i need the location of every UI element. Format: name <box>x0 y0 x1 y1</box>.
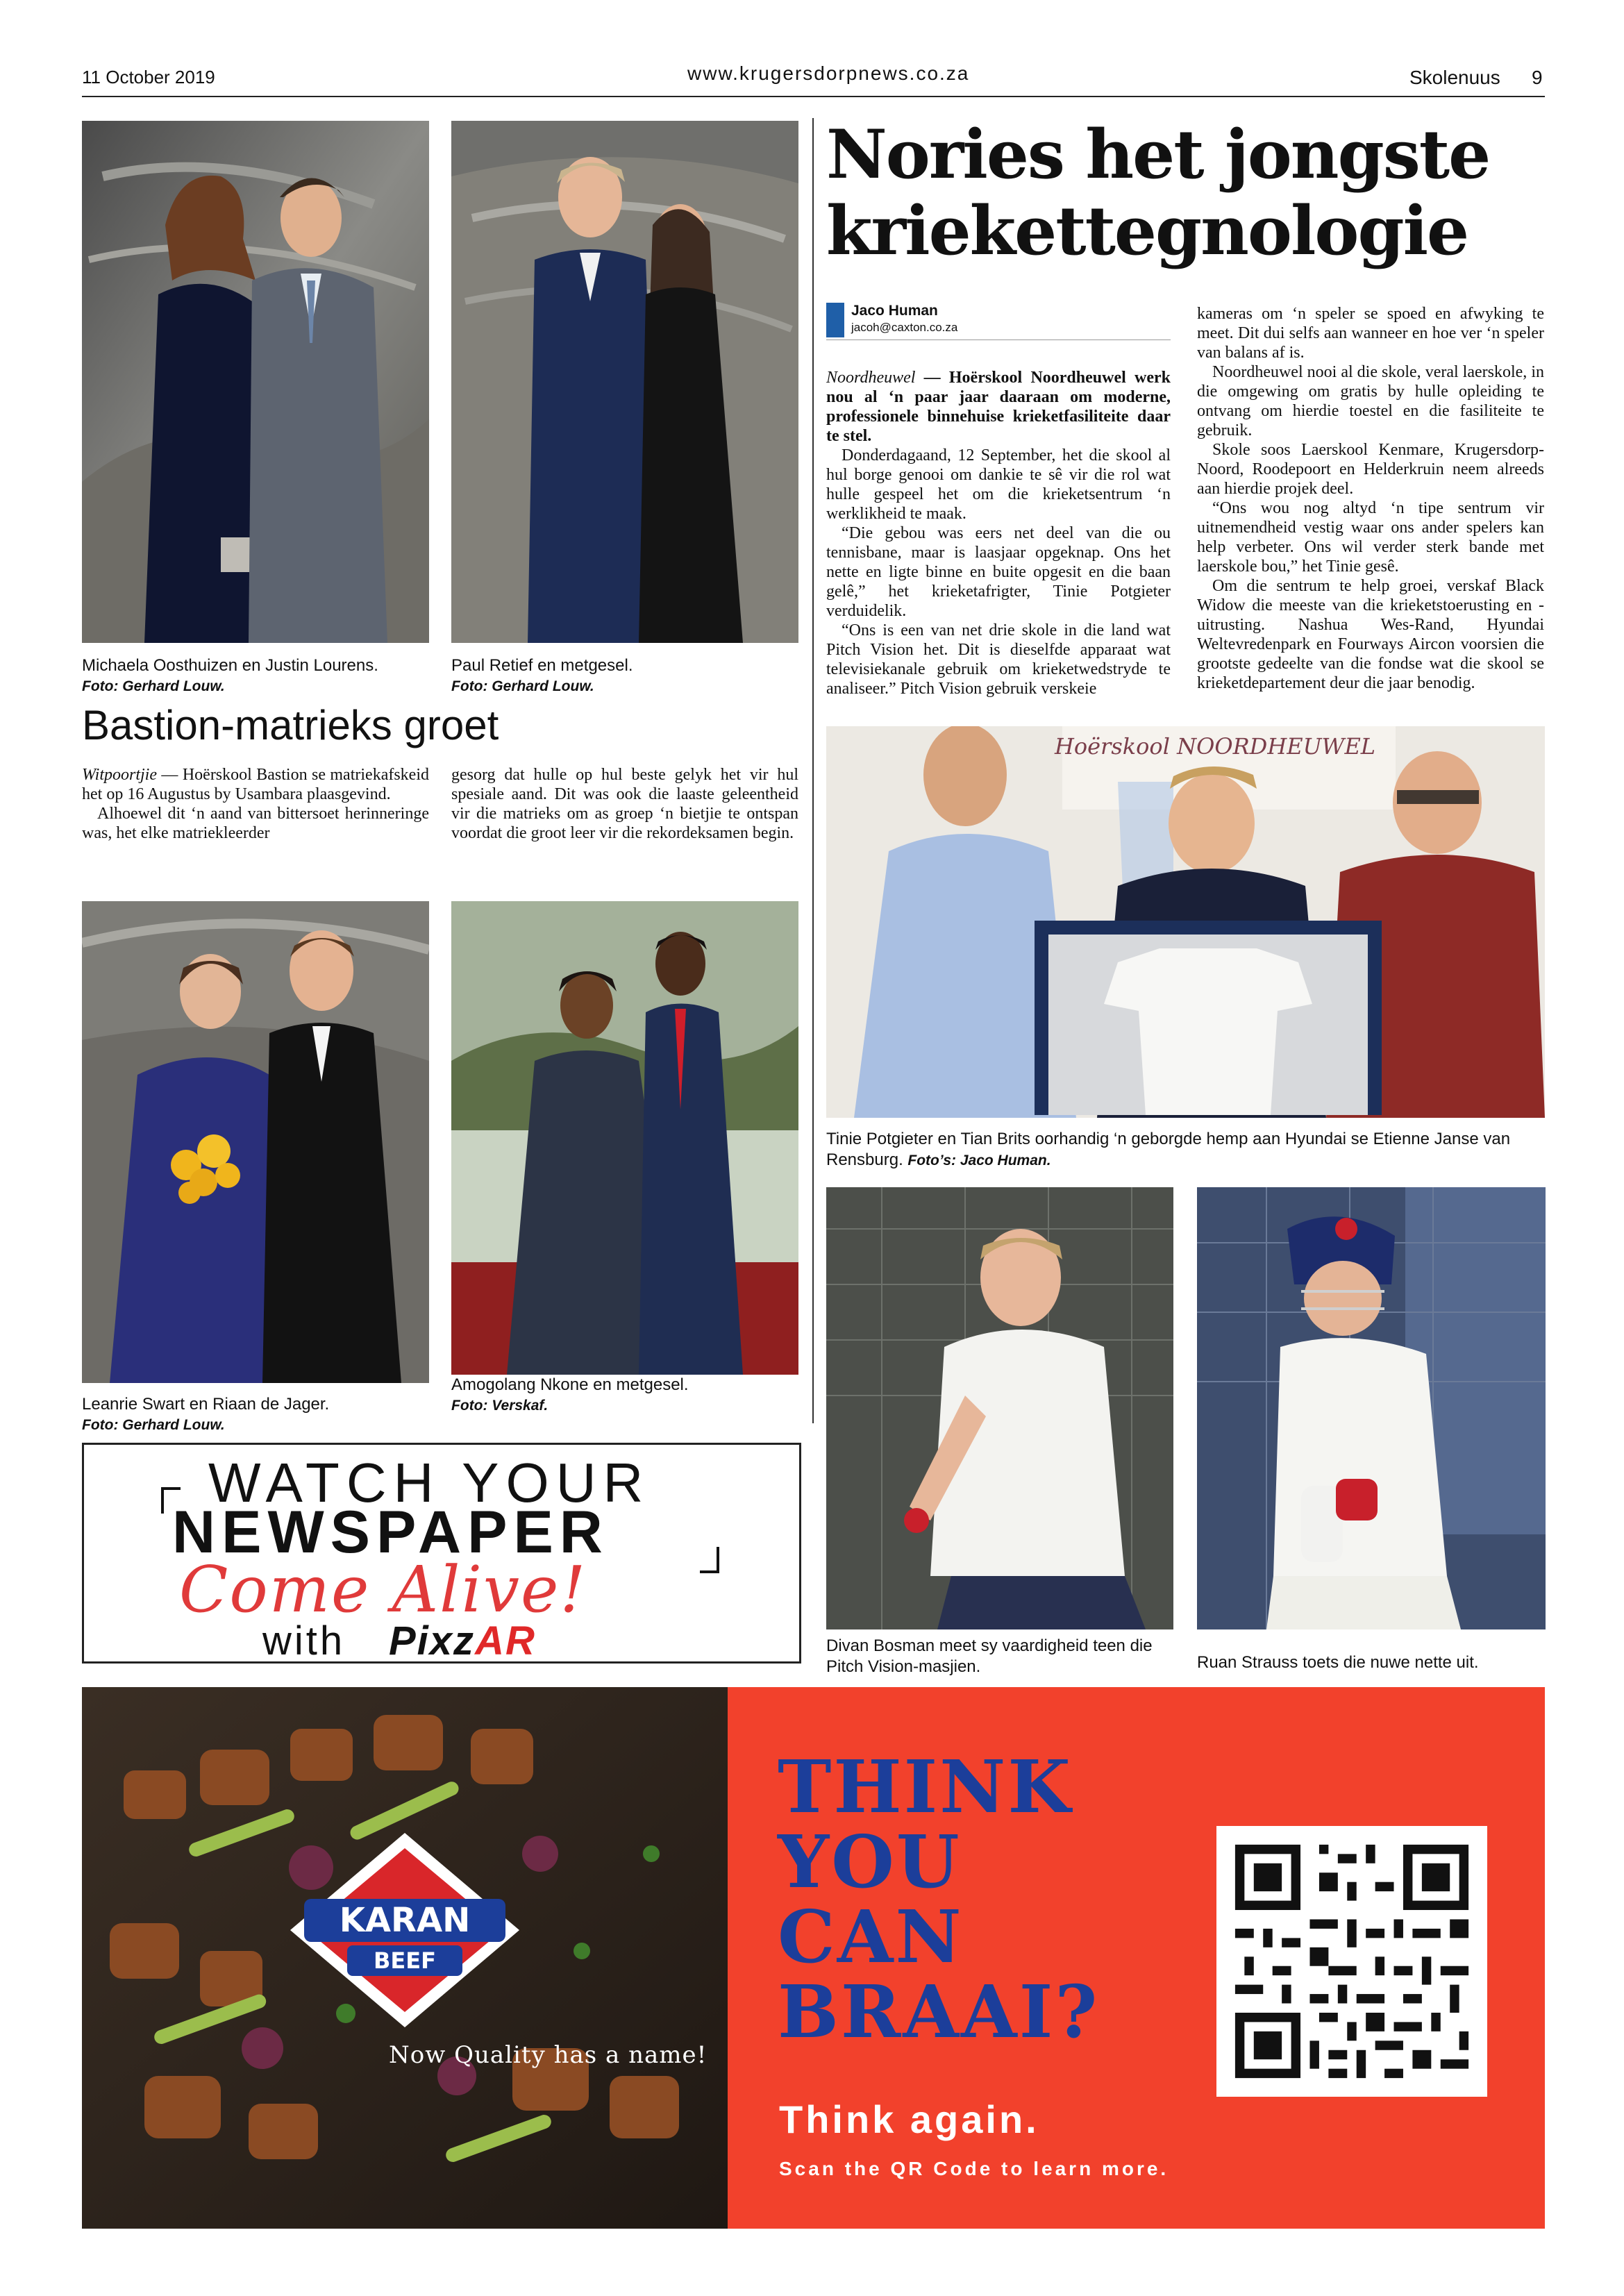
pixzar-with: with <box>262 1618 346 1664</box>
pixzar-line-2: NEWSPAPER <box>172 1499 609 1566</box>
photo-strauss-batting <box>1197 1187 1546 1629</box>
braai-headline-line: CAN <box>778 1894 964 1979</box>
column-divider <box>812 118 814 1423</box>
photo-swart-de-jager <box>82 901 429 1383</box>
header-rule <box>82 96 1545 97</box>
bastion-column-2 <box>451 765 798 843</box>
caption-photo-2 <box>451 655 798 697</box>
caption-text: Leanrie Swart en Riaan de Jager. <box>82 1395 330 1414</box>
caption-bowler <box>826 1636 1173 1677</box>
beef-logo-text: BEEF <box>374 1947 436 1974</box>
pixzar-logo-part-a: Pixz <box>389 1618 476 1664</box>
caption-text: Divan Bosman meet sy vaardigheid teen die Pitch Vision-masjien. <box>826 1636 1153 1676</box>
byline-marker <box>826 303 844 337</box>
caption-batter <box>1197 1652 1546 1673</box>
photo-credit: Foto: Gerhard Louw. <box>451 678 594 694</box>
dateline: Witpoortjie <box>82 766 157 784</box>
website-url[interactable]: www.krugersdorpnews.co.za <box>687 62 970 84</box>
braai-headline-line: BRAAI? <box>778 1969 1100 2054</box>
headline-bastion: Bastion-matrieks groet <box>82 702 499 748</box>
pixzar-line-3: Come Alive! <box>179 1552 587 1627</box>
caption-photo-4 <box>451 1375 798 1416</box>
braai-headline <box>778 1744 1100 2054</box>
caption-photo-1 <box>82 655 443 697</box>
photo-sponsored-shirt <box>826 726 1545 1118</box>
photo-nkone <box>451 901 798 1375</box>
body-paragraph: “Ons is een van net drie skole in die land wat Pitch Vision het. Dit is dieselfde apparaat wat televisiekanale gebruik om krieketwedstryde te analiseer.” Pitch Vision gebruik verskeie <box>826 621 1171 698</box>
body-paragraph: gesorg dat hulle op hul beste gelyk het vir hul spesiale aand. Dit was ook die laaste geleentheid vir die matrieks om as groep ‘n bietjie te ontspan voordat die groot leer vir die rekordeksamen begin. <box>451 766 798 842</box>
nories-column-2 <box>1197 304 1544 693</box>
braai-cta: Scan the QR Code to learn more. <box>779 2158 1169 2179</box>
body-paragraph: “Ons wou nog altyd ‘n tipe sentrum vir uitnemendheid vestig waar ons ander spelers kan help verbeter. Ons wil verder sterk bande met laerskole bou,” het Tinie gesê. <box>1197 499 1544 576</box>
braai-subline: Think again. <box>779 2097 1039 2141</box>
braai-headline-line: THINK <box>778 1744 1073 1829</box>
issue-date: 11 October 2019 <box>82 67 215 87</box>
caption-text: Amogolang Nkone en metgesel. <box>451 1375 689 1394</box>
headline-nories: Nories het jongste kriekettegnologie <box>826 115 1490 270</box>
pixzar-logo <box>389 1618 536 1664</box>
body-paragraph: kameras om ‘n speler se spoed en afwyking te meet. Dit dui selfs aan wanneer en hoe ver ‘n speler van balans af is. <box>1197 305 1544 362</box>
body-paragraph: Alhoewel dit ‘n aand van bittersoet herinneringe was, het elke matriekleerder <box>82 805 429 842</box>
braai-headline-line: YOU <box>778 1819 962 1904</box>
caption-text: Ruan Strauss toets die nuwe nette uit. <box>1197 1653 1479 1672</box>
banner-school-script: Hoërskool NOORDHEUWEL <box>1054 733 1376 760</box>
pixzar-line-1: WATCH YOUR <box>208 1452 651 1514</box>
body-paragraph: Donderdagaand, 12 September, het die skool al hul borge genooi om dankie te sê vir die rol wat hulle gespeel het om die krieketsentrum ‘n werklikheid te maak. <box>826 446 1171 523</box>
body-paragraph: Om die sentrum te help groei, verskaf Black Widow die meeste van die krieketstoerusting en -uitrusting. Nashua Wes-Rand, Hyundai Weltevredenpark en Fourways Aircon voorsien die grootste gedeelte van die fondse wat die skool se krieketdepartement deur die jaar benodig. <box>1197 577 1544 692</box>
body-paragraph: Noordheuwel nooi al die skole, veral laerskole, in die omgewing om gratis by hulle opleiding te ontvang om hierdie toestel en die fasiliteite te gebruik. <box>1197 363 1544 439</box>
bastion-column-1 <box>82 765 429 843</box>
body-paragraph: Skole soos Laerskool Kenmare, Krugersdorp-Noord, Roodepoort en Helderkruin neem alreeds aan hierdie projek deel. <box>1197 441 1544 498</box>
dateline: Noordheuwel <box>826 369 916 387</box>
byline-email[interactable]: jacoh@caxton.co.za <box>851 321 958 334</box>
photo-credit: Foto: Gerhard Louw. <box>82 678 225 694</box>
body-paragraph: — Hoërskool Bastion se matriekafskeid het op 16 Augustus by Usambara plaasgevind. <box>82 766 429 803</box>
caption-text: Michaela Oosthuizen en Justin Lourens. <box>82 656 378 675</box>
caption-text: Paul Retief en metgesel. <box>451 656 633 675</box>
byline-author: Jaco Human <box>851 303 938 319</box>
pixzar-logo-part-b: AR <box>475 1618 536 1664</box>
caption-text: Tinie Potgieter en Tian Brits oorhandig ‘n geborgde hemp aan Hyundai se Etienne Janse van Rensburg. <box>826 1130 1511 1169</box>
karan-tagline: Now Quality has a name! <box>389 2041 708 2069</box>
photo-retief <box>451 121 798 643</box>
section-name: Skolenuus <box>1409 67 1500 88</box>
karan-logo-text: KARAN <box>339 1901 471 1940</box>
nories-column-1 <box>826 368 1171 698</box>
photo-credit: Foto: Gerhard Louw. <box>82 1417 225 1433</box>
lead-paragraph: — Hoërskool Noordheuwel werk nou al ‘n paar jaar daaraan om moderne, professionele binnehuise krieketfasiliteite daar te stel. <box>826 369 1171 445</box>
qr-code[interactable] <box>1216 1826 1487 2097</box>
photo-oosthuizen-lourens <box>82 121 429 643</box>
photo-bosman-bowling <box>826 1187 1173 1629</box>
braai-food-image <box>82 1687 728 2229</box>
qr-code-icon <box>1216 1826 1487 2097</box>
page-number: 9 <box>1532 67 1543 88</box>
caption-main-photo <box>826 1129 1545 1171</box>
body-paragraph: “Die gebou was eers net deel van die ou tennisbane, maar is laasjaar opgeknap. Ons het nette en ligte binne en buite opgesit en die baan gelê,” het krieketafrigter, Tinie Potgieter verduidelik. <box>826 524 1171 620</box>
bracket-right <box>700 1547 719 1573</box>
photo-credit: Foto: Verskaf. <box>451 1398 549 1414</box>
photo-credit: Foto’s: Jaco Human. <box>907 1153 1051 1168</box>
caption-photo-3 <box>82 1394 443 1436</box>
